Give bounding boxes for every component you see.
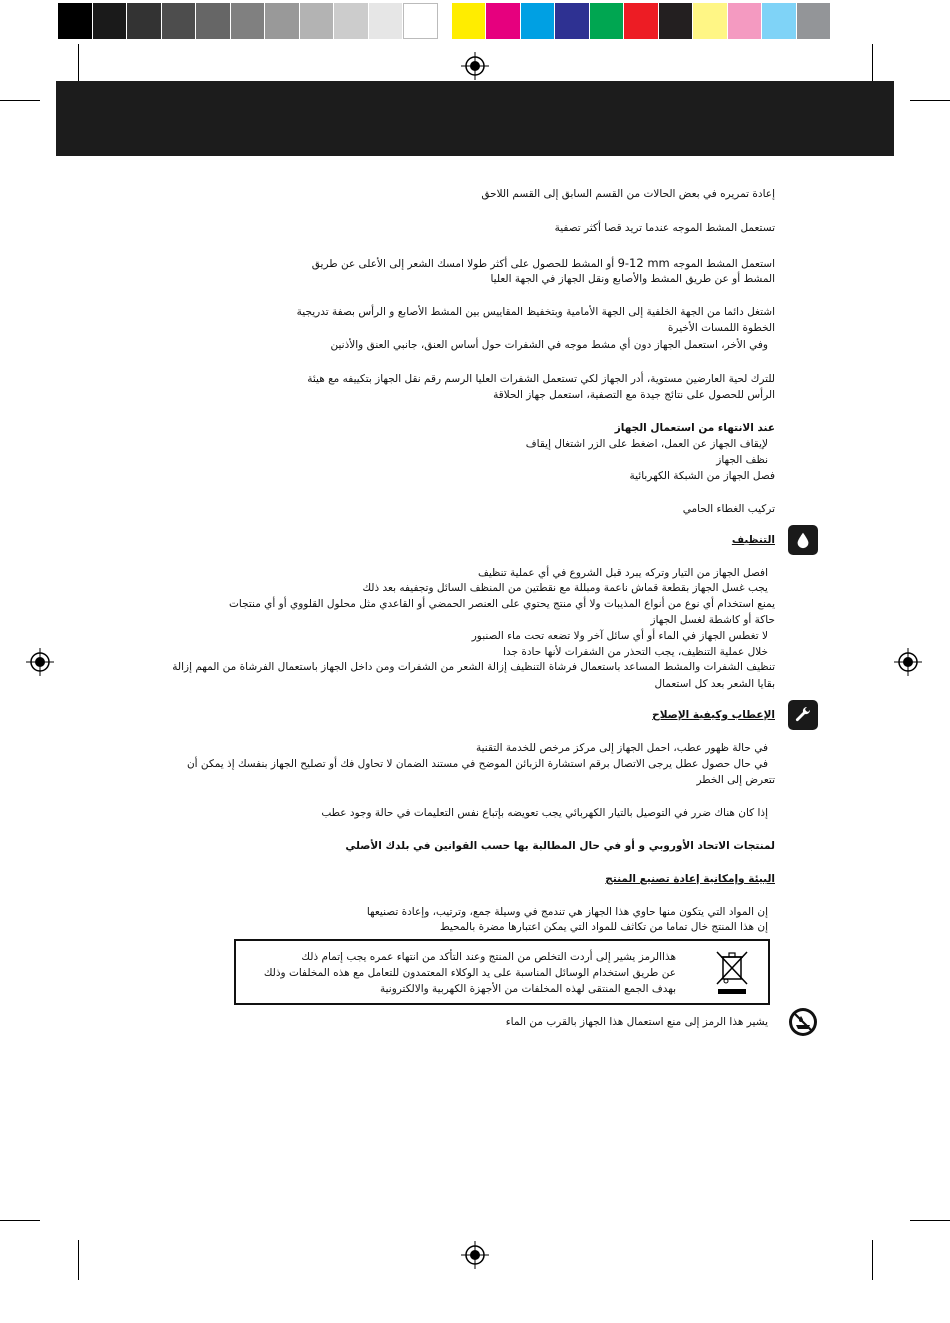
color-swatch <box>300 3 335 39</box>
text-line: تستعمل المشط الموجه عندما تريد قصا أكثر تصفية <box>554 222 775 234</box>
wrench-icon <box>788 700 818 730</box>
color-swatch <box>162 3 197 39</box>
crop-mark <box>78 44 79 84</box>
color-swatch <box>403 3 438 39</box>
crop-mark <box>0 100 40 101</box>
text-line: يشير هذا الرمز إلى منع استعمال هذا الجهاز بالقرب من الماء <box>505 1016 768 1028</box>
crop-mark <box>78 1240 79 1280</box>
text-line: إذا كان هناك ضرر في التوصيل بالتيار الكهربائي يجب تعويضه بإتباع نفس التعليمات في حالة وجود عطب <box>321 807 768 819</box>
registration-mark-icon <box>461 1241 489 1269</box>
color-swatch <box>231 3 266 39</box>
color-swatch <box>797 3 832 39</box>
weee-notice-box <box>234 939 770 1005</box>
text-line: يجب غسل الجهاز بقطعة قماش ناعمة ومبللة مع نقطتين من المنظف السائل وتجفيفه بعد ذلك <box>362 582 768 594</box>
color-swatch <box>486 3 521 39</box>
color-swatch <box>93 3 128 39</box>
color-swatch <box>334 3 369 39</box>
text-line: لا تغطس الجهاز في الماء أو أي سائل آخر ولا تضعه تحت ماء الصنبور <box>471 630 768 642</box>
text-line: عن طريق استخدام الوسائل المناسبة على يد الوكلاء المعتمدون للتعامل مع هذه المخلفات وذلك <box>263 967 676 979</box>
color-swatch <box>693 3 728 39</box>
text-line: بهدف الجمع المنتقى لهذه المخلفات من الأجهزة الكهربية والالكترونية <box>379 983 676 995</box>
text-fragment: أو المشط للحصول على أكثر طولا امسك الشعر إلى الأعلى عن طريق <box>311 258 615 270</box>
text-line: تتعرض إلى الخطر <box>696 774 775 786</box>
text-line: في حال حصول عطل يرجى الاتصال برقم استشارة الزبائن الموضح في مستند الضمان لا تحاول فك أو تصليح الجهاز بنفسك إذ يمكن أن <box>186 758 768 770</box>
no-water-icon <box>788 1007 818 1037</box>
color-swatch <box>127 3 162 39</box>
color-swatch <box>58 3 93 39</box>
color-swatch <box>659 3 694 39</box>
crop-mark <box>872 44 873 84</box>
registration-mark-icon <box>26 648 54 676</box>
text-fragment: استعمل المشط الموجه <box>673 258 775 270</box>
section-heading: البيئة وإمكانية إعادة تصنيع المنتج <box>605 873 775 885</box>
color-swatch <box>369 3 404 39</box>
color-swatch <box>265 3 300 39</box>
crop-mark <box>0 1220 40 1221</box>
text-line: إن المواد التي يتكون منها حاوي هذا الجهاز هي تندمج في وسيلة جمع، وترتيب، وإعادة تصنيعها <box>366 906 768 918</box>
color-swatch <box>624 3 659 39</box>
color-swatch <box>728 3 763 39</box>
text-line: اشتغل دائما من الجهة الخلفية إلى الجهة الأمامية وبتخفيظ المقاييس بين المشط الأصابع و الرأس بصفة تدريجية <box>296 306 775 318</box>
text-line: للترك لحية العارضين مستوية، أدر الجهاز لكي تستعمل الشفرات العليا الرسم رقم نقل الجهاز بتكييفه مع هيئة <box>307 373 775 385</box>
header-bar <box>56 81 894 156</box>
water-drop-icon <box>788 525 818 555</box>
section-heading: لمنتجات الاتحاد الأوروبي و أو في حال المطالبة بها حسب القوانين في بلدك الأصلي <box>345 840 775 852</box>
text-line: وفي الأخر، استعمل الجهاز دون أي مشط موجه في الشفرات حول أساس العنق، جانبي العنق والأذنين <box>330 339 768 351</box>
crossed-bin-icon <box>714 949 750 997</box>
text-line: لإيقاف الجهاز عن العمل، اضغط على الزر اشتغال إيقاف <box>525 438 768 450</box>
registration-mark-icon <box>894 648 922 676</box>
text-line: إعادة تمريره في بعض الحالات من القسم السابق إلى القسم اللاحق <box>481 188 775 200</box>
text-line: يمنع استخدام أي نوع من أنواع المذيبات ولا أي منتج يحتوي على العنصر الحمضي أو القاعدي مثل محلول القلووي أو أي منتجات <box>229 598 775 610</box>
color-swatch <box>521 3 556 39</box>
crop-mark <box>910 100 950 101</box>
color-swatch <box>762 3 797 39</box>
text-line: تركيب الغطاء الحامي <box>682 503 775 515</box>
text-line: إن هذا المنتج خال تماما من تكاثف للمواد التي يمكن اعتبارها مضرة بالمحيط <box>439 921 768 933</box>
text-line: نظف الجهاز <box>716 454 768 466</box>
crop-mark <box>872 1240 873 1280</box>
color-calibration-strip <box>58 3 831 39</box>
color-swatch <box>555 3 590 39</box>
section-heading: الإعطاب وكيفية الإصلاح <box>652 709 775 721</box>
text-line: تنظيف الشفرات والمشط المساعد باستعمال فرشاة التنظيف إزالة الشعر من الشفرات ومن داخل الجهاز باستعمال الفرشاة من المهم إزالة <box>172 661 775 673</box>
text-line: الرأس للحصول على نتائج جيدة مع التصفية، استعمل جهاز الحلاقة <box>493 389 775 401</box>
text-line: هذاالرمز يشير إلى أردت التخلص من المنتج وعند التأكد من انتهاء عمره يجب إتمام ذلك <box>301 951 676 963</box>
text-line: المشط أو عن طريق المشط والأصابع ونقل الجهاز في الجهة العليا <box>490 273 775 285</box>
crop-mark <box>910 1220 950 1221</box>
instructions-section <box>140 186 775 202</box>
text-line: بقايا الشعر بعد كل استعمال <box>654 678 775 690</box>
color-swatch <box>196 3 231 39</box>
section-heading: التنظيف <box>731 534 775 546</box>
section-heading: عند الانتهاء من استعمال الجهاز <box>614 422 775 434</box>
text-line: خلال عملية التنظيف، يجب التحذر من الشفرات لأنها حادة جدا <box>503 646 768 658</box>
color-swatch <box>590 3 625 39</box>
text-line <box>140 255 775 272</box>
registration-mark-icon <box>461 52 489 80</box>
color-swatch <box>452 3 487 39</box>
text-line: الخطوة اللمسات الأخيرة <box>667 322 775 334</box>
text-line: حاكة أو كاشطة لغسل الجهاز <box>650 614 775 626</box>
text-line: افصل الجهاز من التيار وتركه يبرد قبل الشروع في أي عملية تنظيف <box>477 567 768 579</box>
comb-size-label: 9-12 mm <box>617 256 670 270</box>
text-line: في حالة ظهور عطب، احمل الجهاز إلى مركز مرخص للخدمة التقنية <box>475 742 768 754</box>
text-line: فصل الجهاز من الشبكة الكهربائية <box>629 470 775 482</box>
